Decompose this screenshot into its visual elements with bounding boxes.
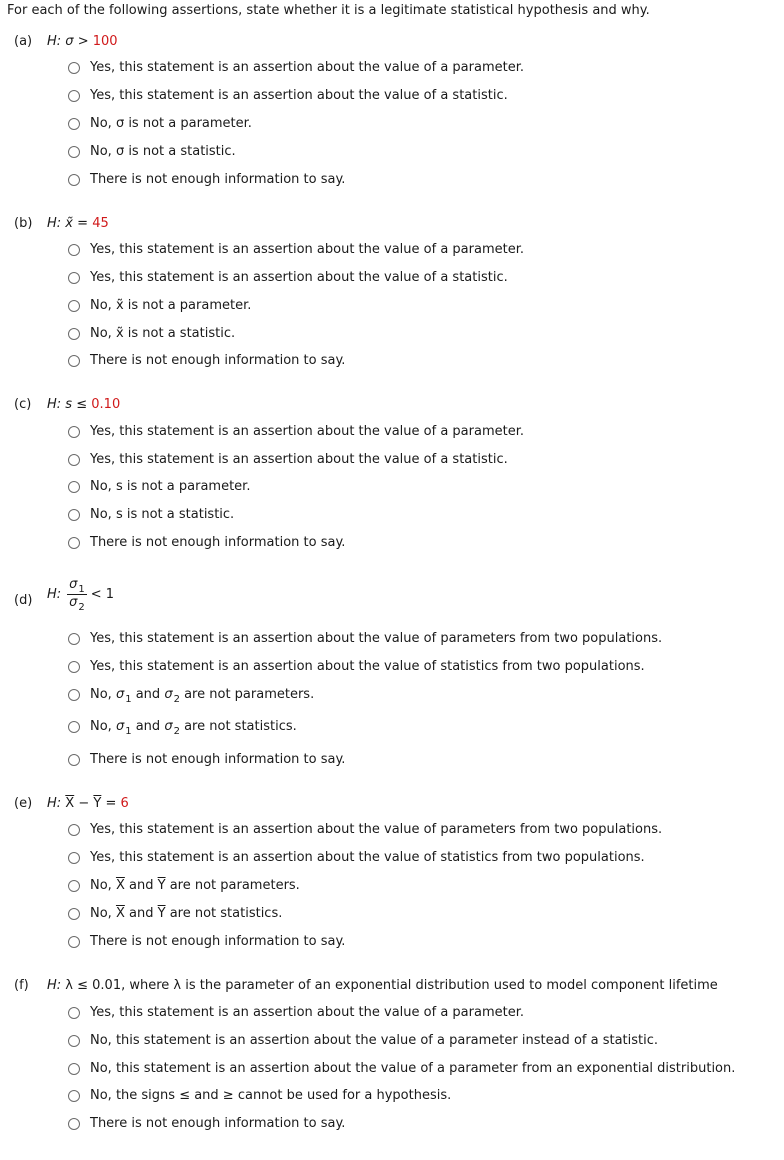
radio-button[interactable]: [68, 908, 80, 920]
part-d-option-5[interactable]: There is not enough information to say.: [68, 752, 345, 767]
part-b-option-2[interactable]: Yes, this statement is an assertion about the value of a statistic.: [68, 270, 508, 285]
part-c-label: (c): [14, 397, 32, 412]
part-f-hypothesis: H: λ ≤ 0.01, where λ is the parameter of an exponential distribution used to model component lifetime: [47, 978, 718, 993]
part-a-option-5[interactable]: There is not enough information to say.: [68, 172, 345, 187]
part-d-option-1[interactable]: Yes, this statement is an assertion about the value of parameters from two populations.: [68, 631, 662, 646]
radio-button[interactable]: [68, 244, 80, 256]
instructions: For each of the following assertions, state whether it is a legitimate statistical hypothesis and why.: [7, 3, 650, 18]
radio-button[interactable]: [68, 62, 80, 74]
part-e-hypothesis: H: $\overline{X} - \overline{Y} = 6$: [47, 796, 129, 811]
radio-button[interactable]: [68, 355, 80, 367]
radio-button[interactable]: [68, 1035, 80, 1047]
radio-button[interactable]: [68, 300, 80, 312]
part-e-label: (e): [14, 796, 33, 811]
radio-button[interactable]: [68, 1118, 80, 1130]
part-e-option-2[interactable]: Yes, this statement is an assertion about the value of statistics from two populations.: [68, 850, 645, 865]
radio-button[interactable]: [68, 936, 80, 948]
part-b-option-4[interactable]: No, x̃ is not a statistic.: [68, 326, 235, 341]
radio-button[interactable]: [68, 689, 80, 701]
part-f-option-5[interactable]: There is not enough information to say.: [68, 1116, 345, 1131]
part-c-option-5[interactable]: There is not enough information to say.: [68, 535, 345, 550]
radio-button[interactable]: [68, 118, 80, 130]
radio-button[interactable]: [68, 633, 80, 645]
radio-button[interactable]: [68, 426, 80, 438]
radio-button[interactable]: [68, 661, 80, 673]
part-e-option-3[interactable]: No, $\overline{X}$ and $\overline{Y}$ are not parameters.: [68, 878, 300, 893]
radio-button[interactable]: [68, 1007, 80, 1019]
part-b-value: 45: [92, 216, 109, 231]
part-f-option-1[interactable]: Yes, this statement is an assertion about the value of a parameter.: [68, 1005, 524, 1020]
part-b-label: (b): [14, 216, 33, 231]
part-e-option-1[interactable]: Yes, this statement is an assertion about the value of parameters from two populations.: [68, 822, 662, 837]
radio-button[interactable]: [68, 754, 80, 766]
radio-button[interactable]: [68, 174, 80, 186]
radio-button[interactable]: [68, 90, 80, 102]
part-d-option-4[interactable]: No, $\sigma_1$ and $\sigma_2$ are not statistics.: [68, 719, 297, 734]
part-c-option-1[interactable]: Yes, this statement is an assertion about the value of a parameter.: [68, 424, 524, 439]
radio-button[interactable]: [68, 328, 80, 340]
part-e-value: 6: [120, 796, 129, 811]
part-b-option-5[interactable]: There is not enough information to say.: [68, 353, 345, 368]
part-f-label: (f): [14, 978, 29, 993]
part-c-value: 0.10: [91, 397, 121, 412]
part-d-label: (d): [14, 593, 33, 608]
part-d-hypothesis: H: $\frac{\sigma_1}{\sigma_2}$ < 1: [47, 577, 115, 613]
radio-button[interactable]: [68, 721, 80, 733]
sigma-ratio: $\frac{\sigma_1}{\sigma_2}$: [69, 577, 85, 613]
part-b-option-3[interactable]: No, x̃ is not a parameter.: [68, 298, 251, 313]
part-f-option-3[interactable]: No, this statement is an assertion about the value of a parameter from an exponential distribution.: [68, 1061, 735, 1076]
part-f-option-4[interactable]: No, the signs ≤ and ≥ cannot be used for a hypothesis.: [68, 1088, 451, 1103]
part-f-option-2[interactable]: No, this statement is an assertion about the value of a parameter instead of a statistic.: [68, 1033, 658, 1048]
radio-button[interactable]: [68, 509, 80, 521]
radio-button[interactable]: [68, 481, 80, 493]
radio-button[interactable]: [68, 1090, 80, 1102]
part-d-option-2[interactable]: Yes, this statement is an assertion about the value of statistics from two populations.: [68, 659, 645, 674]
part-a-option-3[interactable]: No, σ is not a parameter.: [68, 116, 252, 131]
part-a-value: 100: [92, 34, 118, 49]
radio-button[interactable]: [68, 880, 80, 892]
part-e-option-5[interactable]: There is not enough information to say.: [68, 934, 345, 949]
radio-button[interactable]: [68, 1063, 80, 1075]
part-a-option-4[interactable]: No, σ is not a statistic.: [68, 144, 236, 159]
part-c-option-4[interactable]: No, s is not a statistic.: [68, 507, 234, 522]
part-d-option-3[interactable]: No, $\sigma_1$ and $\sigma_2$ are not parameters.: [68, 687, 314, 702]
radio-button[interactable]: [68, 454, 80, 466]
part-b-option-1[interactable]: Yes, this statement is an assertion about the value of a parameter.: [68, 242, 524, 257]
part-b-hypothesis: H: x̃ = 45: [47, 216, 109, 231]
radio-button[interactable]: [68, 146, 80, 158]
radio-button[interactable]: [68, 852, 80, 864]
part-a-option-2[interactable]: Yes, this statement is an assertion about the value of a statistic.: [68, 88, 508, 103]
radio-button[interactable]: [68, 824, 80, 836]
part-a-hypothesis: H: σ > 100: [47, 34, 118, 49]
part-c-option-2[interactable]: Yes, this statement is an assertion about the value of a statistic.: [68, 452, 508, 467]
part-e-option-4[interactable]: No, $\overline{X}$ and $\overline{Y}$ are not statistics.: [68, 906, 282, 921]
radio-button[interactable]: [68, 272, 80, 284]
part-a-label: (a): [14, 34, 33, 49]
part-a-option-1[interactable]: Yes, this statement is an assertion about the value of a parameter.: [68, 60, 524, 75]
part-c-hypothesis: H: s ≤ 0.10: [47, 397, 121, 412]
part-c-option-3[interactable]: No, s is not a parameter.: [68, 479, 250, 494]
radio-button[interactable]: [68, 537, 80, 549]
